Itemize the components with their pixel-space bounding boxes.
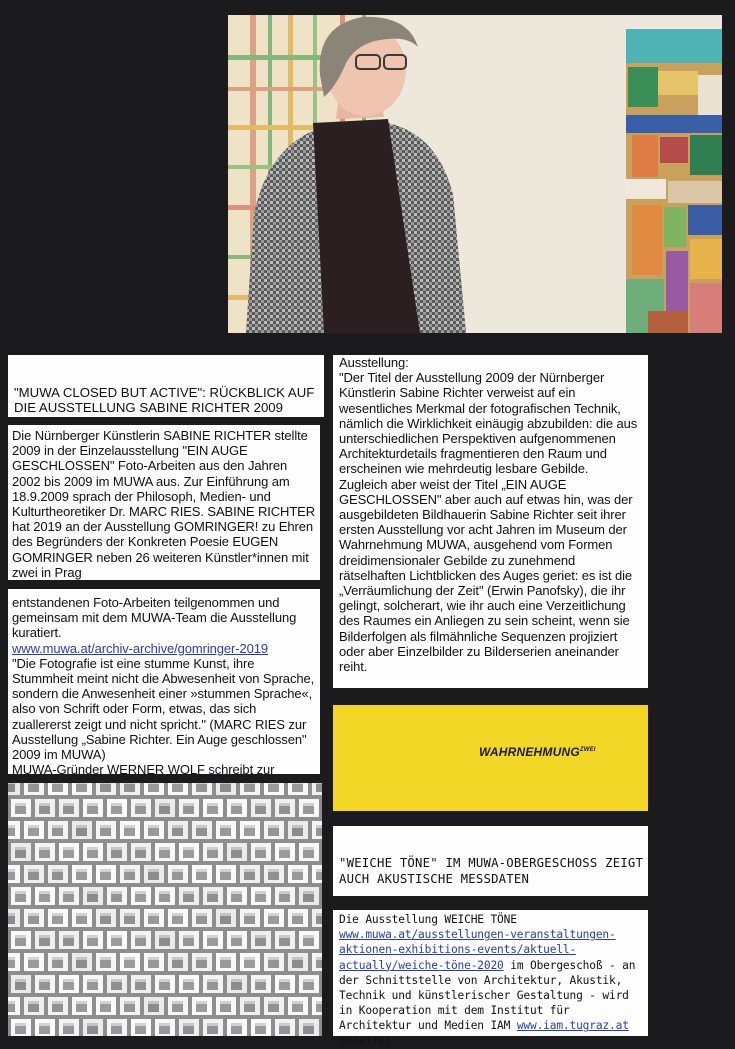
weiche-toene-text-1: Die Ausstellung WEICHE TÖNE [339,913,517,926]
brand-logo: $WAHRNEHMUNG^{ZWEI}$ [479,745,596,759]
article-outro: MUWA-Gründer WERNER WOLF schreibt zur [12,762,275,778]
article-column-2 [8,589,320,778]
ries-quote: "Die Fotografie ist eine stumme Kunst, ihre Stummheit meint nicht die Abwesenheit von Sprache, sondern die Anwesenheit einer »stummen Sprache«, also von Schrift oder Form, etwas, das sich zuallererst zeigt und nicht spricht." (MARC RIES zur Ausstellung „Sabine Richter. Ein Auge geschlossen" 2009 im MUWA) [12,655,315,763]
artist-photo [228,15,722,333]
headline-box [8,355,324,417]
article-para-1: "Der Titel der Ausstellung 2009 der Nürnberger Künstlerin Sabine Richter verweist auf ein wesentliches Merkmal der fotografischen Technik, nämlich die Wirklichkeit einäugig abzubilden: die aus unterschiedlichen Perspektiven aufgenommenen Architekturdetails fragmentieren den Raum und erscheinen wie mehrdeutig lesbare Gebilde. [339,370,638,477]
headline-text: "MUWA CLOSED BUT ACTIVE": RÜCKBLICK AUF DIE AUSSTELLUNG SABINE RICHTER 2009 [14,385,315,415]
gomringer-link[interactable]: www.muwa.at/archiv-archive/gomringer-2019 [12,640,269,656]
article-lead: Ausstellung: [339,355,409,370]
article-column-1 [8,425,320,580]
iam-link[interactable]: www.iam.tugraz.at [516,1019,629,1033]
weiche-toene-link[interactable]: www.muwa.at/ausstellungen-veranstaltungen-aktionen-exhibitions-events/aktuell-actually/weiche-töne-2020 [339,928,616,972]
subheadline-box [333,826,648,896]
article-intro: entstandenen Foto-Arbeiten teilgenommen und gemeinsam mit dem MUWA-Team die Ausstellung kuratiert. [12,595,297,641]
article-text-1: Die Nürnberger Künstlerin SABINE RICHTER stellte 2009 in der Einzelausstellung "EIN AUGE GESCHLOSSEN" Foto-Arbeiten aus den Jahren 2002 bis 2009 im MUWA aus. Zur Einführung am 18.9.2009 sprach der Philosoph, Medien- und Kulturtheoretiker Dr. MARC RIES. SABINE RICHTER hat 2019 an der Ausstellung GOMRINGER! zu Ehren des Begründers der Konkreten Poesie EUGEN GOMRINGER neben 26 weiteren Künstler*innen mit zwei in Prag [12,428,316,580]
article-para-2: Zugleich aber weist der Titel „EIN AUGE GESCHLOSSEN" aber auch auf etwas hin, was der ausgebildeten Bildhauerin Sabine Richter seit ihrer ersten Ausstellung vor acht Jahren im Museum der Wahrnehmung MUWA, ausgehend vom Formen dreidimensionaler Gebilde zu zunehmend rätselhaften Lichtblicken des Auges geriet: es ist die „Verräumlichung der Zeit" (Erwin Panofsky), die ihr gelingt, solcherart, wie ihr auch eine Verzeitlichung des Raumes ein Anliegen zu sein scheint, wenn sie Bilderfolgen als filmähnliche Sequenzen projiziert oder aber Einzelbilder zu Bilderserien aneinander reiht. [339,476,633,675]
weiche-toene-text-2: im Obergeschoß - an der Schnittstelle von Architektur, Akustik, Technik und künstlerischer Gestaltung - wird in Kooperation mit dem Institut für Architektur und Medien IAM [339,958,636,1033]
weiche-toene-text-3: geleitet. [339,1034,399,1048]
subheadline-text: "WEICHE TÖNE" IM MUWA-OBERGESCHOSS ZEIGT AUCH AKUSTISCHE MESSDATEN [339,856,644,886]
acoustic-grid-photo [8,783,322,1036]
article-column-3 [333,355,648,688]
brand-card [333,705,648,811]
article-column-4 [333,910,648,1048]
